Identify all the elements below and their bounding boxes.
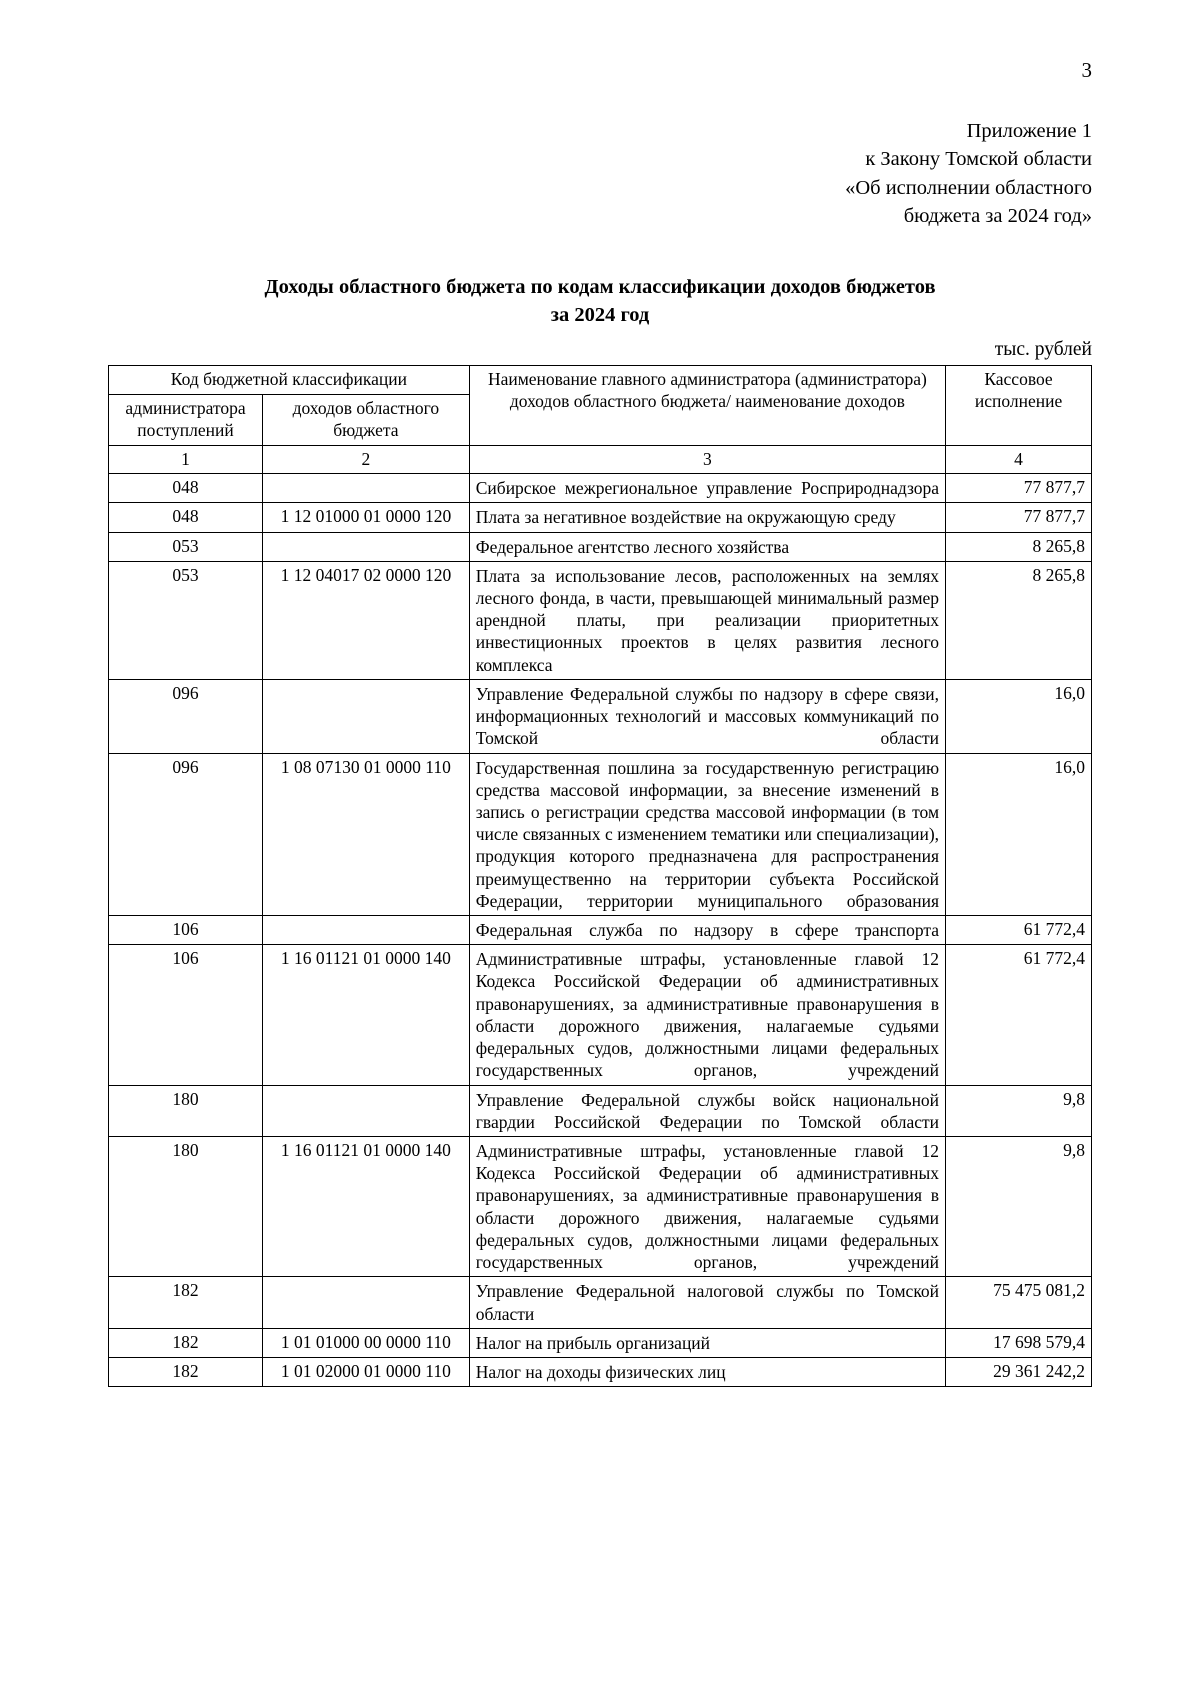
units-label: тыс. рублей (994, 339, 1092, 361)
table-header-row-1 (109, 366, 1092, 395)
table-row (109, 1137, 1092, 1277)
cell-code (263, 1277, 470, 1328)
cell-code: 1 16 01121 01 0000 140 (263, 1137, 470, 1277)
budget-income-table (108, 365, 1092, 1387)
cell-code: 1 16 01121 01 0000 140 (263, 945, 470, 1085)
header-classification: Код бюджетной классификации (109, 366, 470, 395)
cell-name: Управление Федеральной службы по надзору в сфере связи, информационных технологий и массовых коммуникаций по Томской области (469, 679, 945, 753)
table-row (109, 1277, 1092, 1328)
cell-code: 1 01 01000 00 0000 110 (263, 1328, 470, 1357)
cell-cash: 9,8 (946, 1137, 1092, 1277)
column-number-4: 4 (946, 446, 1092, 474)
header-admin: администратора поступлений (109, 395, 263, 446)
table-row (109, 532, 1092, 561)
cell-cash: 75 475 081,2 (946, 1277, 1092, 1328)
cell-code: 1 12 04017 02 0000 120 (263, 561, 470, 679)
cell-name: Государственная пошлина за государственную регистрацию средства массовой информации, за внесение изменений в запись о регистрации средства массовой информации (в том числе связанных с изменением тематики или специализации), продукция которого предназначена для распространения преимущественно на территории субъекта Российской Федерации, территории муниципального образования (469, 753, 945, 916)
cell-admin: 053 (109, 561, 263, 679)
table-row (109, 474, 1092, 503)
cell-name: Федеральное агентство лесного хозяйства (469, 532, 945, 561)
page-title (168, 274, 1032, 329)
cell-code (263, 474, 470, 503)
page-number: 3 (1081, 58, 1092, 82)
cell-name: Сибирское межрегиональное управление Росприроднадзора (469, 474, 945, 503)
cell-cash: 77 877,7 (946, 503, 1092, 532)
table-row (109, 916, 1092, 945)
cell-cash: 17 698 579,4 (946, 1328, 1092, 1357)
cell-cash: 16,0 (946, 679, 1092, 753)
cell-name: Административные штрафы, установленные главой 12 Кодекса Российской Федерации об административных правонарушениях, за административные правонарушения в области дорожного движения, налагаемые судьями федеральных судов, должностными лицами федеральных государственных органов, учреждений (469, 1137, 945, 1277)
cell-name: Плата за использование лесов, расположенных на землях лесного фонда, в части, превышающей минимальный размер арендной платы, при реализации приоритетных инвестиционных проектов в целях развития лесного комплекса (469, 561, 945, 679)
cell-name: Федеральная служба по надзору в сфере транспорта (469, 916, 945, 945)
cell-name: Налог на доходы физических лиц (469, 1357, 945, 1386)
cell-cash: 9,8 (946, 1085, 1092, 1136)
cell-name: Управление Федеральной налоговой службы по Томской области (469, 1277, 945, 1328)
table-row (109, 1357, 1092, 1386)
cell-cash: 29 361 242,2 (946, 1357, 1092, 1386)
page-title-line-2: за 2024 год (550, 303, 650, 326)
column-number-1: 1 (109, 446, 263, 474)
header-income-code: доходов областного бюджета (263, 395, 470, 446)
appendix-reference (108, 117, 1092, 230)
cell-admin: 180 (109, 1085, 263, 1136)
cell-cash: 8 265,8 (946, 532, 1092, 561)
cell-code (263, 916, 470, 945)
cell-admin: 180 (109, 1137, 263, 1277)
cell-code (263, 679, 470, 753)
cell-code: 1 08 07130 01 0000 110 (263, 753, 470, 916)
table-row (109, 561, 1092, 679)
header-cash: Кассовое исполнение (946, 366, 1092, 446)
cell-cash: 16,0 (946, 753, 1092, 916)
cell-name: Плата за негативное воздействие на окружающую среду (469, 503, 945, 532)
cell-admin: 096 (109, 753, 263, 916)
cell-code: 1 12 01000 01 0000 120 (263, 503, 470, 532)
header-name: Наименование главного администратора (администратора) доходов областного бюджета/ наименование доходов (469, 366, 945, 446)
cell-cash: 8 265,8 (946, 561, 1092, 679)
cell-name: Административные штрафы, установленные главой 12 Кодекса Российской Федерации об административных правонарушениях, за административные правонарушения в области дорожного движения, налагаемые судьями федеральных судов, должностными лицами федеральных государственных органов, учреждений (469, 945, 945, 1085)
page-title-line-1: Доходы областного бюджета по кодам классификации доходов бюджетов (264, 276, 936, 299)
cell-admin: 053 (109, 532, 263, 561)
cell-name: Налог на прибыль организаций (469, 1328, 945, 1357)
cell-admin: 182 (109, 1328, 263, 1357)
table-row (109, 945, 1092, 1085)
cell-admin: 048 (109, 503, 263, 532)
table-row (109, 503, 1092, 532)
cell-admin: 096 (109, 679, 263, 753)
table-row (109, 1085, 1092, 1136)
cell-code (263, 532, 470, 561)
cell-admin: 182 (109, 1357, 263, 1386)
table-row (109, 1328, 1092, 1357)
table-column-numbers-row (109, 446, 1092, 474)
appendix-line-1: Приложение 1 (966, 120, 1092, 142)
column-number-3: 3 (469, 446, 945, 474)
cell-admin: 048 (109, 474, 263, 503)
cell-code (263, 1085, 470, 1136)
table-row (109, 753, 1092, 916)
appendix-line-4: бюджета за 2024 год» (903, 204, 1092, 227)
appendix-line-2: к Закону Томской области (865, 148, 1092, 171)
cell-cash: 61 772,4 (946, 945, 1092, 1085)
cell-name: Управление Федеральной службы войск национальной гвардии Российской Федерации по Томской области (469, 1085, 945, 1136)
table-row (109, 679, 1092, 753)
cell-admin: 106 (109, 945, 263, 1085)
cell-admin: 106 (109, 916, 263, 945)
cell-code: 1 01 02000 01 0000 110 (263, 1357, 470, 1386)
cell-cash: 77 877,7 (946, 474, 1092, 503)
cell-cash: 61 772,4 (946, 916, 1092, 945)
column-number-2: 2 (263, 446, 470, 474)
cell-admin: 182 (109, 1277, 263, 1328)
appendix-line-3: «Об исполнении областного (845, 176, 1092, 199)
